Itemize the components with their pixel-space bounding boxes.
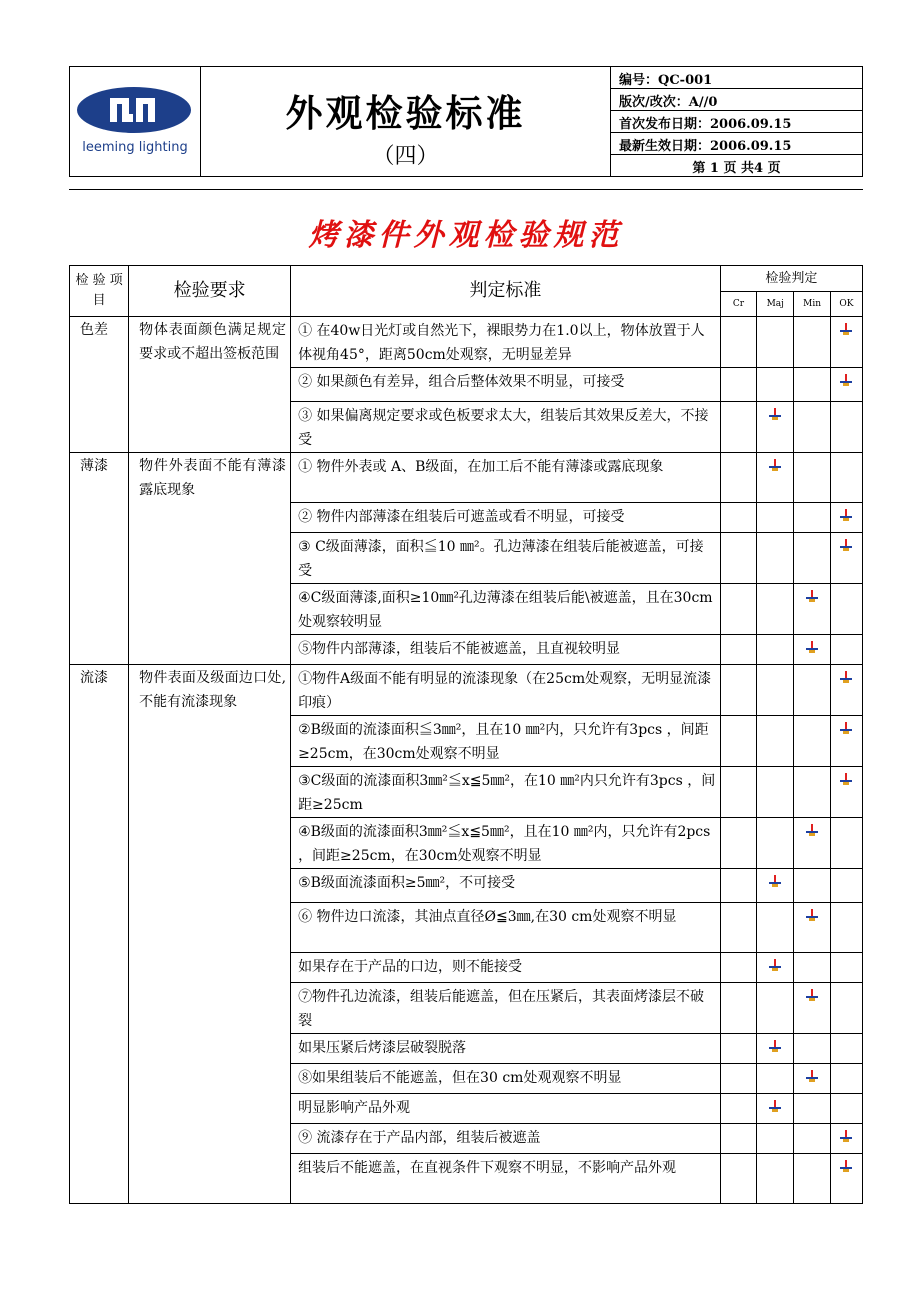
grade-cell-cr bbox=[720, 716, 756, 767]
grade-cell-min bbox=[794, 368, 830, 402]
grade-cell-min bbox=[794, 503, 830, 533]
document-title: 烤漆件外观检验规范 bbox=[308, 218, 624, 253]
inspection-table bbox=[69, 265, 863, 1204]
grade-cell-min bbox=[794, 767, 830, 818]
doc-code: 编号：QC-001 bbox=[611, 67, 863, 89]
grade-cell-cr bbox=[720, 1124, 756, 1154]
grade-cell-min bbox=[794, 1034, 830, 1064]
check-mark-icon bbox=[840, 1160, 852, 1172]
grade-min: Min bbox=[794, 292, 830, 317]
grade-cell-cr bbox=[720, 402, 756, 453]
criterion-text: ⑨ 流漆存在于产品内部，组装后被遮盖 bbox=[291, 1124, 721, 1154]
check-mark-icon bbox=[840, 509, 852, 521]
item-name: 薄漆 bbox=[70, 453, 129, 665]
grade-cell-min bbox=[794, 533, 830, 584]
grade-cell-ok bbox=[830, 402, 862, 453]
grade-cell-min bbox=[794, 983, 830, 1034]
check-mark-icon bbox=[769, 408, 781, 420]
criterion-text: ④C级面薄漆,面积≥10㎜²孔边薄漆在组装后能\被遮盖，且在30cm处观察较明显 bbox=[291, 584, 721, 635]
grade-cell-min bbox=[794, 1094, 830, 1124]
grade-cell-ok bbox=[830, 903, 862, 953]
grade-cell-ok bbox=[830, 503, 862, 533]
check-mark-icon bbox=[840, 671, 852, 683]
grade-cell-maj bbox=[757, 953, 794, 983]
grade-cell-cr bbox=[720, 317, 756, 368]
grade-cr: Cr bbox=[720, 292, 756, 317]
grade-cell-min bbox=[794, 1124, 830, 1154]
grade-cell-cr bbox=[720, 584, 756, 635]
grade-cell-maj bbox=[757, 635, 794, 665]
grade-cell-min bbox=[794, 818, 830, 869]
check-mark-icon bbox=[806, 989, 818, 1001]
grade-cell-cr bbox=[720, 533, 756, 584]
grade-cell-cr bbox=[720, 368, 756, 402]
grade-cell-ok bbox=[830, 818, 862, 869]
grade-cell-maj bbox=[757, 584, 794, 635]
grade-cell-ok bbox=[830, 1094, 862, 1124]
grade-cell-cr bbox=[720, 1154, 756, 1204]
grade-cell-maj bbox=[757, 533, 794, 584]
check-mark-icon bbox=[769, 959, 781, 971]
grade-cell-ok bbox=[830, 533, 862, 584]
effective-date: 最新生效日期：2006.09.15 bbox=[611, 133, 863, 155]
criterion-text: ② 物件内部薄漆在组装后可遮盖或看不明显，可接受 bbox=[291, 503, 721, 533]
criterion-text: ② 如果颜色有差异，组合后整体效果不明显，可接受 bbox=[291, 368, 721, 402]
check-mark-icon bbox=[769, 875, 781, 887]
criterion-text: ③ C级面薄漆，面积≦10 ㎜²。孔边薄漆在组装后能被遮盖，可接受 bbox=[291, 533, 721, 584]
grade-cell-maj bbox=[757, 1124, 794, 1154]
header-criteria: 判定标准 bbox=[291, 266, 721, 317]
logo-text: leeming lighting bbox=[82, 140, 188, 155]
check-mark-icon bbox=[840, 374, 852, 386]
grade-cell-maj bbox=[757, 453, 794, 503]
grade-cell-min bbox=[794, 953, 830, 983]
criterion-text: 组装后不能遮盖，在直视条件下观察不明显，不影响产品外观 bbox=[291, 1154, 721, 1204]
grade-cell-cr bbox=[720, 453, 756, 503]
check-mark-icon bbox=[806, 641, 818, 653]
criterion-text: ④B级面的流漆面积3㎜²≦x≦5㎜²，且在10 ㎜²内，只允许有2pcs ，间距≥25cm，在30cm处观察不明显 bbox=[291, 818, 721, 869]
grade-cell-ok bbox=[830, 1124, 862, 1154]
check-mark-icon bbox=[769, 459, 781, 471]
criterion-text: ⑤B级面流漆面积≥5㎜²，不可接受 bbox=[291, 869, 721, 903]
criterion-text: ① 物件外表或 A、B级面，在加工后不能有薄漆或露底现象 bbox=[291, 453, 721, 503]
first-release-date: 首次发布日期：2006.09.15 bbox=[611, 111, 863, 133]
check-mark-icon bbox=[769, 1100, 781, 1112]
grade-cell-maj bbox=[757, 1154, 794, 1204]
grade-cell-min bbox=[794, 665, 830, 716]
criterion-text: 如果存在于产品的口边，则不能接受 bbox=[291, 953, 721, 983]
grade-cell-ok bbox=[830, 1064, 862, 1094]
grade-cell-cr bbox=[720, 869, 756, 903]
grade-cell-maj bbox=[757, 869, 794, 903]
table-row bbox=[70, 665, 863, 716]
check-mark-icon bbox=[806, 590, 818, 602]
criterion-text: ③ 如果偏离规定要求或色板要求太大，组装后其效果反差大，不接受 bbox=[291, 402, 721, 453]
criterion-text: ②B级面的流漆面积≦3㎜²，且在10 ㎜²内，只允许有3pcs ，间距≥25cm，在30cm处观察不明显 bbox=[291, 716, 721, 767]
grade-cell-min bbox=[794, 903, 830, 953]
grade-cell-ok bbox=[830, 983, 862, 1034]
criterion-text: ① 在40w日光灯或自然光下，裸眼势力在1.0以上，物体放置于人体视角45°，距离50cm处观察，无明显差异 bbox=[291, 317, 721, 368]
grade-cell-min bbox=[794, 1064, 830, 1094]
grade-cell-ok bbox=[830, 869, 862, 903]
item-name: 流漆 bbox=[70, 665, 129, 1204]
grade-cell-maj bbox=[757, 402, 794, 453]
grade-cell-ok bbox=[830, 953, 862, 983]
grade-ok: OK bbox=[830, 292, 862, 317]
item-requirement: 物件表面及级面边口处,不能有流漆现象 bbox=[129, 665, 291, 1204]
item-name: 色差 bbox=[70, 317, 129, 453]
check-mark-icon bbox=[769, 1040, 781, 1052]
table-row bbox=[70, 453, 863, 503]
table-row bbox=[70, 317, 863, 368]
grade-cell-ok bbox=[830, 767, 862, 818]
grade-cell-ok bbox=[830, 317, 862, 368]
criterion-text: 明显影响产品外观 bbox=[291, 1094, 721, 1124]
grade-cell-cr bbox=[720, 983, 756, 1034]
criterion-text: ⑥ 物件边口流漆，其油点直径Ø≦3㎜,在30 cm处观察不明显 bbox=[291, 903, 721, 953]
check-mark-icon bbox=[840, 722, 852, 734]
page-number: 第 1 页 共4 页 bbox=[611, 155, 863, 177]
grade-cell-cr bbox=[720, 635, 756, 665]
grade-cell-min bbox=[794, 402, 830, 453]
criterion-text: ⑤物件内部薄漆，组装后不能被遮盖，且直视较明显 bbox=[291, 635, 721, 665]
check-mark-icon bbox=[840, 773, 852, 785]
grade-cell-ok bbox=[830, 665, 862, 716]
grade-cell-ok bbox=[830, 453, 862, 503]
grade-cell-maj bbox=[757, 503, 794, 533]
item-requirement: 物件外表面不能有薄漆露底现象 bbox=[129, 453, 291, 665]
check-mark-icon bbox=[840, 1130, 852, 1142]
grade-cell-cr bbox=[720, 767, 756, 818]
check-mark-icon bbox=[840, 539, 852, 551]
grade-cell-cr bbox=[720, 1034, 756, 1064]
check-mark-icon bbox=[806, 1070, 818, 1082]
grade-cell-maj bbox=[757, 1064, 794, 1094]
document-header bbox=[69, 66, 863, 177]
grade-cell-ok bbox=[830, 584, 862, 635]
grade-cell-ok bbox=[830, 368, 862, 402]
grade-maj: Maj bbox=[757, 292, 794, 317]
grade-cell-min bbox=[794, 716, 830, 767]
grade-cell-maj bbox=[757, 903, 794, 953]
grade-cell-cr bbox=[720, 1094, 756, 1124]
grade-cell-cr bbox=[720, 903, 756, 953]
grade-cell-maj bbox=[757, 368, 794, 402]
grade-cell-maj bbox=[757, 665, 794, 716]
grade-cell-ok bbox=[830, 1034, 862, 1064]
check-mark-icon bbox=[840, 323, 852, 335]
doc-version: 版次/改次：A//0 bbox=[611, 89, 863, 111]
grade-cell-min bbox=[794, 1154, 830, 1204]
grade-cell-min bbox=[794, 869, 830, 903]
criterion-text: ③C级面的流漆面积3㎜²≦x≦5㎜²，在10 ㎜²内只允许有3pcs ，间距≥25cm bbox=[291, 767, 721, 818]
inspection-rows bbox=[70, 317, 863, 1204]
check-mark-icon bbox=[806, 909, 818, 921]
grade-cell-min bbox=[794, 317, 830, 368]
grade-cell-maj bbox=[757, 317, 794, 368]
grade-cell-ok bbox=[830, 1154, 862, 1204]
header-requirement: 检验要求 bbox=[129, 266, 291, 317]
criterion-text: ①物件A级面不能有明显的流漆现象（在25cm处观察，无明显流漆印痕） bbox=[291, 665, 721, 716]
title-cell bbox=[201, 67, 611, 177]
grade-cell-cr bbox=[720, 665, 756, 716]
grade-cell-cr bbox=[720, 818, 756, 869]
criterion-text: ⑦物件孔边流漆，组装后能遮盖，但在压紧后，其表面烤漆层不破裂 bbox=[291, 983, 721, 1034]
grade-cell-cr bbox=[720, 953, 756, 983]
criterion-text: ⑧如果组装后不能遮盖，但在30 cm处观观察不明显 bbox=[291, 1064, 721, 1094]
grade-cell-maj bbox=[757, 818, 794, 869]
page-subtitle: （四） bbox=[372, 144, 439, 169]
grade-cell-maj bbox=[757, 1034, 794, 1064]
header-judgment: 检验判定 bbox=[720, 266, 862, 292]
grade-cell-min bbox=[794, 635, 830, 665]
grade-cell-min bbox=[794, 584, 830, 635]
grade-cell-ok bbox=[830, 716, 862, 767]
logo-cell bbox=[70, 67, 201, 177]
criterion-text: 如果压紧后烤漆层破裂脱落 bbox=[291, 1034, 721, 1064]
grade-cell-min bbox=[794, 453, 830, 503]
grade-cell-cr bbox=[720, 503, 756, 533]
grade-cell-ok bbox=[830, 635, 862, 665]
page-title: 外观检验标准 bbox=[285, 92, 526, 135]
header-divider bbox=[69, 189, 863, 190]
header-item: 检 验 项目 bbox=[70, 266, 129, 317]
logo-mark-icon bbox=[104, 94, 164, 126]
grade-cell-maj bbox=[757, 1094, 794, 1124]
item-requirement: 物体表面颜色满足规定要求或不超出签板范围 bbox=[129, 317, 291, 453]
grade-cell-cr bbox=[720, 1064, 756, 1094]
grade-cell-maj bbox=[757, 983, 794, 1034]
grade-cell-maj bbox=[757, 716, 794, 767]
check-mark-icon bbox=[806, 824, 818, 836]
grade-cell-maj bbox=[757, 767, 794, 818]
